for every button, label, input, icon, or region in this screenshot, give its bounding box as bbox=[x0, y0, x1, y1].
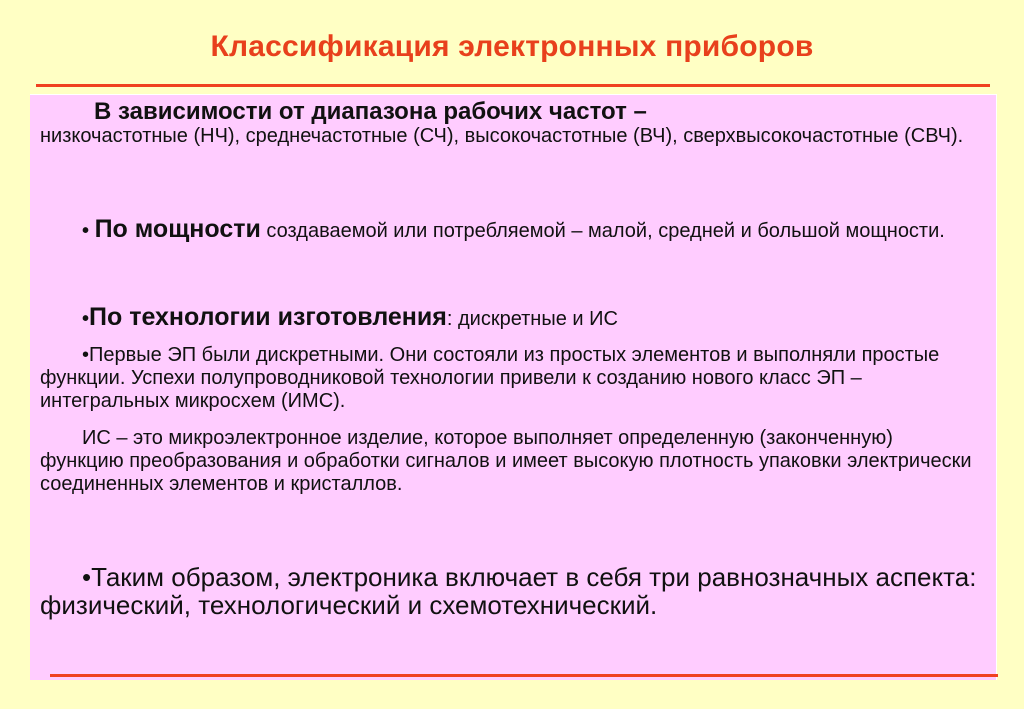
section-conclusion-text: Таким образом, электроника включает в себя три равнозначных аспекта: физический, технологический и схемотехнический. bbox=[40, 562, 977, 620]
section-power-heading: По мощности bbox=[94, 215, 261, 243]
section-ic-definition-text: ИС – это микроэлектронное изделие, которое выполняет определенную (законченную) функцию преобразования и обработки сигналов и имеет высокую плотность упаковки электрически соединенных элементов и кристаллов. bbox=[40, 427, 972, 495]
bullet: • bbox=[82, 220, 90, 242]
section-discrete-text: Первые ЭП были дискретными. Они состояли из простых элементов и выполняли простые функции. Успехи полупроводниковой технологии привели к созданию нового класс ЭП – интегральных микросхем (ИМС). bbox=[40, 344, 940, 412]
bottom-divider bbox=[50, 674, 998, 677]
section-frequency-dash: – bbox=[626, 98, 647, 125]
section-technology-heading: По технологии изготовления bbox=[89, 303, 447, 331]
section-frequency-text: низкочастотные (НЧ), среднечастотные (СЧ), высокочастотные (ВЧ), сверхвысокочастотные (СВЧ). bbox=[40, 125, 964, 147]
section-discrete bbox=[40, 344, 980, 413]
section-power-text: создаваемой или потребляемой – малой, средней и большой мощности. bbox=[260, 220, 945, 242]
bullet: • bbox=[82, 344, 90, 366]
bullet: • bbox=[82, 562, 92, 592]
section-frequency-heading: В зависимости от диапазона рабочих частот bbox=[94, 98, 627, 125]
section-ic-definition bbox=[40, 427, 980, 496]
section-power bbox=[40, 215, 980, 243]
bullet: • bbox=[82, 308, 90, 330]
title-divider bbox=[36, 84, 990, 87]
slide-title: Классификация электронных приборов bbox=[210, 30, 814, 63]
section-frequency bbox=[40, 100, 980, 148]
section-conclusion bbox=[40, 563, 980, 619]
section-technology bbox=[40, 303, 980, 331]
section-technology-text: : дискретные и ИС bbox=[446, 308, 618, 330]
